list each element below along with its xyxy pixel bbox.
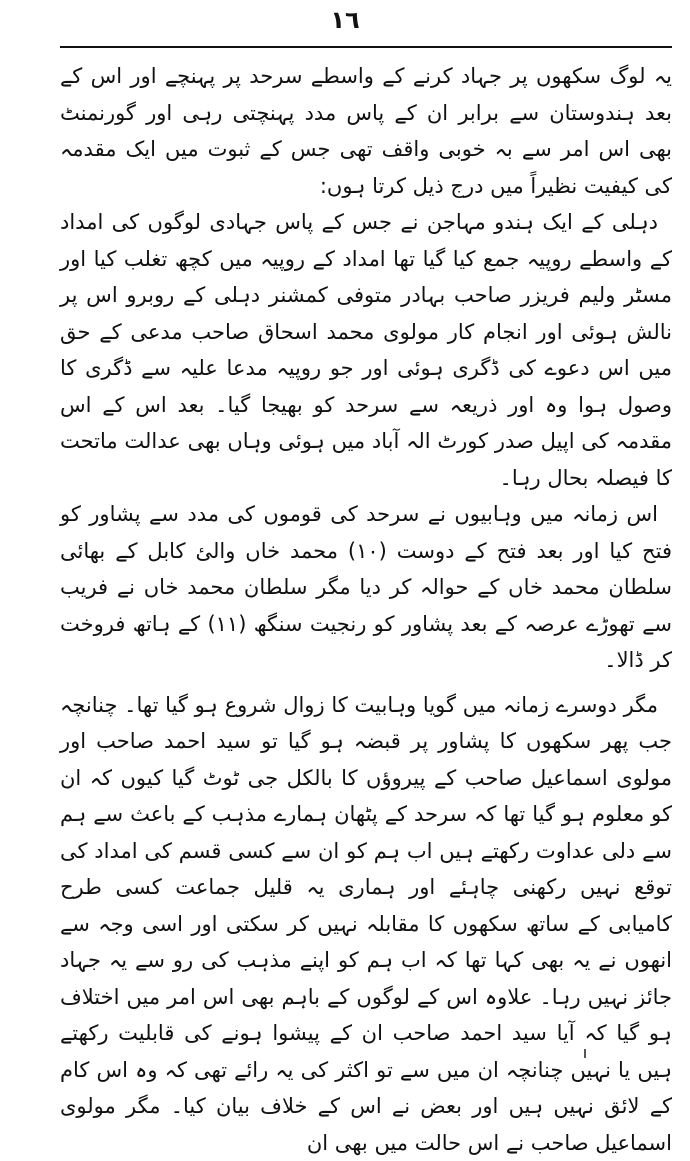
page-number: ١٦ — [0, 6, 690, 34]
body-text — [60, 58, 672, 1161]
margin-mark — [584, 1049, 586, 1058]
paragraph-2: دہلی کے ایک ہندو مہاجن نے جس کے پاس جہادی لوگوں کی امداد کے واسطے روپیہ جمع کیا گیا تھا امداد کے روپیہ میں کچھ تغلب کیا اور مسٹر ولیم فریزر صاحب بہادر متوفی کمشنر دہلی کے روبرو اس پر نالش ہوئی اور انجام کار مولوی محمد اسحاق صاحب مدعی کے حق میں اس دعوے کی ڈگری ہوئی اور جو روپیہ مدعا علیہ سے ڈگری کا وصول ہوا وہ اور ذریعہ سے سرحد کو بھیجا گیا۔ بعد اس کے اس مقدمہ کی اپیل صدر کورٹ الہ آباد میں ہوئی وہاں بھی عدالت ماتحت کا فیصلہ بحال رہا۔ — [60, 204, 672, 496]
paragraph-gap — [60, 679, 672, 687]
paragraph-1: یہ لوگ سکھوں پر جہاد کرنے کے واسطے سرحد پر پہنچے اور اس کے بعد ہندوستان سے برابر ان کے پاس مدد پہنچتی رہی اور گورنمنٹ بھی اس امر سے بہ خوبی واقف تھی جس کے ثبوت میں ایک مقدمہ کی کیفیت نظیراً میں درج ذیل کرتا ہوں: — [60, 58, 672, 204]
paragraph-4: مگر دوسرے زمانہ میں گویا وہابیت کا زوال شروع ہو گیا تھا۔ چنانچہ جب پھر سکھوں کا پشاور پر قبضہ ہو گیا تو سید احمد صاحب اور مولوی اسماعیل صاحب کے پیروؤں کا بالکل جی ٹوٹ گیا کیوں کہ ان کو معلوم ہو گیا تھا کہ سرحد کے پٹھان ہمارے مذہب کے باعث سے ہم سے دلی عداوت رکھتے ہیں اب ہم کو ان سے کسی قسم کی امداد کی توقع نہیں رکھنی چاہئے اور ہماری یہ قلیل جماعت کسی طرح کامیابی کے ساتھ سکھوں کا مقابلہ نہیں کر سکتی اور اسی وجہ سے انھوں نے یہ بھی کہا تھا کہ اب ہم کو اپنے مذہب کی رو سے یہ جہاد جائز نہیں رہا۔ علاوہ اس کے لوگوں کے باہم بھی اس امر میں اختلاف ہو گیا کہ آیا سید احمد صاحب ان کے پیشوا ہونے کی قابلیت رکھتے ہیں یا نہیں چنانچہ ان میں سے تو اکثر کی یہ رائے تھی کہ وہ اس کام کے لائق نہیں ہیں اور بعض نے اس کے خلاف بیان کیا۔ مگر مولوی اسماعیل صاحب نے اس حالت میں بھی ان — [60, 687, 672, 1161]
header-rule — [60, 46, 672, 48]
paragraph-3: اس زمانہ میں وہابیوں نے سرحد کی قوموں کی مدد سے پشاور کو فتح کیا اور بعد فتح کے دوست (۱۰) محمد خاں والئ کابل کے بھائی سلطان محمد خاں کے حوالہ کر دیا مگر سلطان محمد خاں نے فریب سے تھوڑے عرصہ کے بعد پشاور کو رنجیت سنگھ (۱۱) کے ہاتھ فروخت کر ڈالا۔ — [60, 496, 672, 679]
